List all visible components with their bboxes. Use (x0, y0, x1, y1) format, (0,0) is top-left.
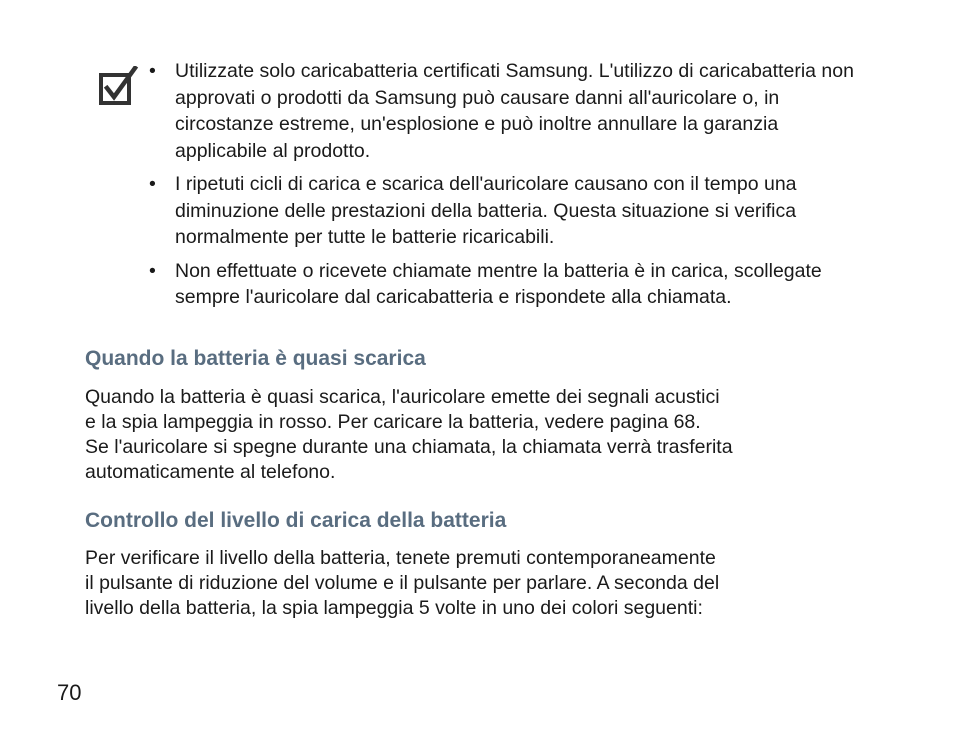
body-line: e la spia lampeggia in rosso. Per caricare la batteria, vedere pagina 68. (85, 411, 701, 433)
note-item-text: Utilizzate solo caricabatteria certificati Samsung. L'utilizzo di caricabatteria non approvati o prodotti da Samsung può causare danni all'auricolare o, in circostanze estreme, un'esplosione e può inoltre annullare la garanzia applicabile al prodotto. (175, 60, 854, 162)
section-title-low-battery: Quando la batteria è quasi scarica (85, 347, 426, 370)
body-line: livello della batteria, la spia lampeggia 5 volte in uno dei colori seguenti: (85, 597, 703, 619)
bullet: • (149, 60, 156, 82)
body-line: il pulsante di riduzione del volume e il pulsante per parlare. A seconda del (85, 572, 720, 594)
body-line: automaticamente al telefono. (85, 461, 336, 483)
note-item (148, 58, 868, 164)
page-number: 70 (57, 680, 82, 705)
section-title-battery-level: Controllo del livello di carica della batteria (85, 509, 507, 532)
body-line: Per verificare il livello della batteria, tenete premuti contemporaneamente (85, 547, 716, 569)
section-body-low-battery (85, 385, 733, 485)
bullet: • (149, 173, 156, 195)
section-body-battery-level (85, 546, 719, 621)
checkbox-check-icon (99, 66, 139, 106)
note-item-text: Non effettuate o ricevete chiamate mentre la batteria è in carica, scollegate sempre l'auricolare dal caricabatteria e rispondete alla chiamata. (175, 259, 822, 308)
body-line: Quando la batteria è quasi scarica, l'auricolare emette dei segnali acustici (85, 386, 720, 408)
note-list (148, 58, 868, 318)
body-line: Se l'auricolare si spegne durante una chiamata, la chiamata verrà trasferita (85, 436, 733, 458)
note-item (148, 171, 868, 251)
note-item (148, 258, 868, 311)
note-item-text: I ripetuti cicli di carica e scarica dell'auricolare causano con il tempo una diminuzione delle prestazioni della batteria. Questa situazione si verifica normalmente per tutte le batterie ricaricabili. (175, 173, 797, 248)
bullet: • (149, 259, 156, 282)
